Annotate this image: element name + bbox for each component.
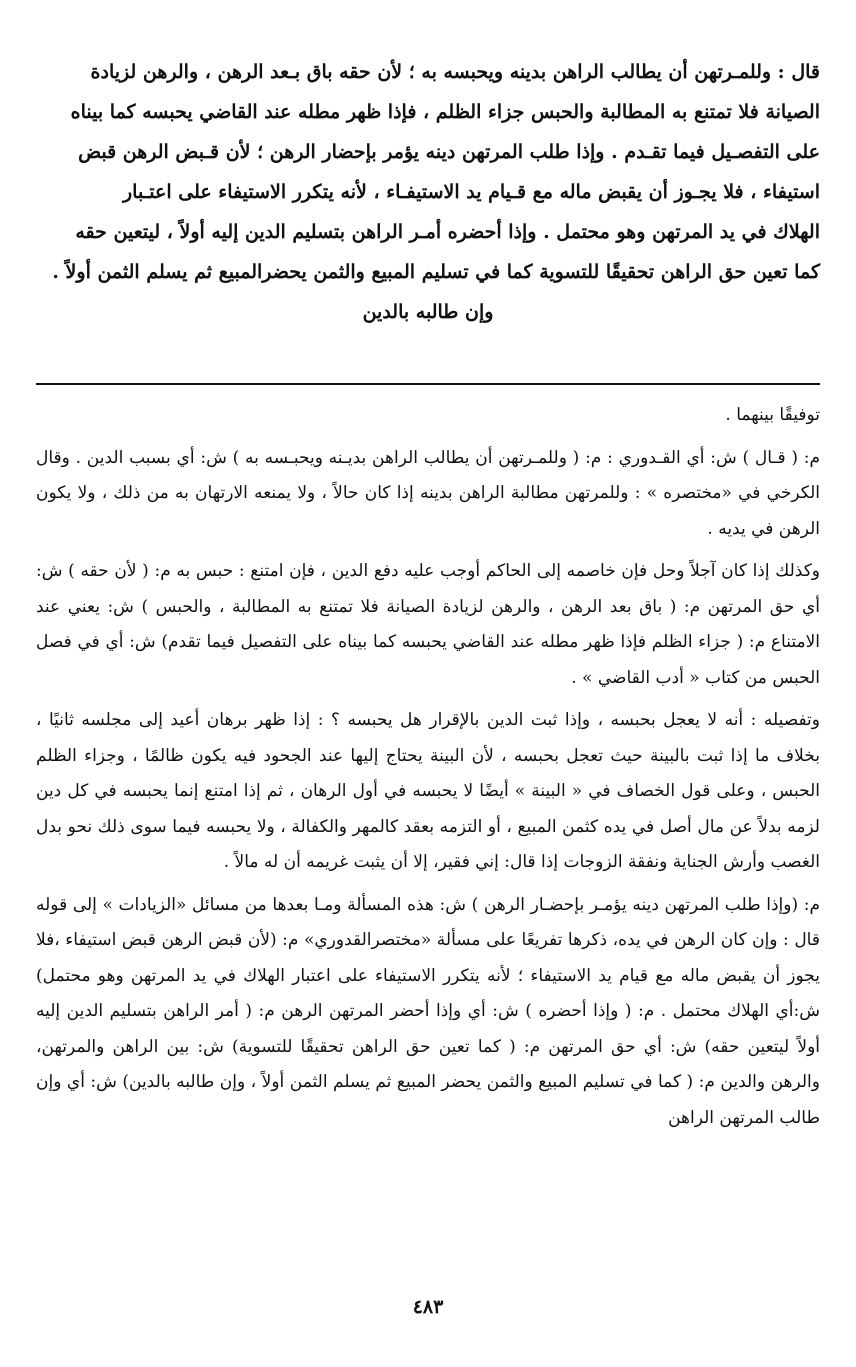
matn-block xyxy=(36,52,820,332)
matn-line: قال : وللمـرتهن أن يطالب الراهن بدينه ويحبسه به ؛ لأن حقه باق بـعد الرهن ، والرهن لزيادة xyxy=(90,61,820,83)
matn-line: الصيانة فلا تمتنع به المطالبة والحبس جزاء الظلم ، فإذا ظهر مطله عند القاضي يحبسه كما بيناه xyxy=(70,101,820,123)
matn-line: كما تعين حق الراهن تحقيقًا للتسوية كما في تسليم المبيع والثمن يحضرالمبيع ثم يسلم الثمن أولاً . xyxy=(52,261,820,283)
commentary-paragraph: م: (وإذا طلب المرتهن دينه يؤمـر بإحضـار الرهن ) ش: هذه المسألة ومـا بعدها من مسائل «الزيادات » إلى قوله قال : وإن كان الرهن في يده، ذكرها تفريعًا على مسألة «مختصرالقدوري» م: (لأن قبض الرهن قبض استيفاء ،فلا يجوز أن يقبض ماله مع قيام يد الاستيفاء ؛ لأنه يتكرر الاستيفاء على اعتبار الهلاك في يد المرتهن وهو محتمل) ش:أي الهلاك محتمل . م: ( وإذا أحضره ) ش: أي وإذا أحضر المرتهن الرهن م: ( أمر الراهن بتسليم الدين إليه أولاً ليتعين حقه) ش: أي حق المرتهن م: ( كما تعين حق الراهن تحقيقًا للتسوية) ش: بين الراهن والمرتهن، والرهن والدين م: ( كما في تسليم المبيع والثمن يحضر المبيع ثم يسلم الثمن أولاً ، وإن طالبه بالدين) ش: أي وإن طالب المرتهن الراهن xyxy=(36,894,820,1128)
commentary-paragraph: م: ( قـال ) ش: أي القـدوري : م: ( وللمـرتهن أن يطالب الراهن بديـنه ويحبـسه به ) ش: أي بسبب الدين . وقال الكرخي في «مختصره » : وللمرتهن مطالبة الراهن بدينه إذا كان حالاً ، ولا يمنعه الارتهان به من ذلك ، ولا يكون الرهن في يديه . xyxy=(36,447,820,539)
matn-line: على التفصـيل فيما تقـدم . وإذا طلب المرتهن دينه يؤمر بإحضار الرهن ؛ لأن قـبض الرهن قبض xyxy=(78,141,820,163)
commentary-block xyxy=(36,398,820,1143)
matn-line: الهلاك في يد المرتهن وهو محتمل . وإذا أحضره أمـر الراهن بتسليم الدين إليه أولاً ، ليتعين حقه xyxy=(75,221,820,243)
commentary-paragraph: توفيقًا بينهما . xyxy=(725,405,820,425)
page-number: ٤٨٣ xyxy=(412,1296,444,1318)
commentary-paragraph: وكذلك إذا كان آجلاً وحل فإن خاصمه إلى الحاكم أوجب عليه دفع الدين ، فإن امتنع : حبس به م: ( لأن حقه ) ش: أي حق المرتهن م: ( باق بعد الرهن ، والرهن لزيادة الصيانة فلا تمتنع به المطالبة ، والحبس ) ش: يعني عند الامتناع م: ( جزاء الظلم فإذا ظهر مطله عند القاضي يحبسه كما بيناه على التفصيل فيما تقدم) ش: أي في فصل الحبس من كتاب « أدب القاضي » . xyxy=(36,561,820,688)
commentary-paragraph: وتفصيله : أنه لا يعجل بحبسه ، وإذا ثبت الدين بالإقرار هل يحبسه ؟ : إذا ظهر برهان أعيد إلى مجلسه ثانيًا ، بخلاف ما إذا ثبت بالبينة حيث تعجل بحبسه ، لأن البينة يحتاج إليها عند الجحود فيه يكون ظالمًا ، وجزاء الظلم الحبس ، وعلى قول الخصاف في « البينة » أيضًا لا يحبسه في أول الرهان ، ثم إذا امتنع إنما يحبسه في كل دين لزمه بدلاً عن مال أصل في يده كثمن المبيع ، أو التزمه بعقد كالمهر والكفالة ، ولا يحبسه فيما سوى ذلك نحو بدل الغصب وأرش الجناية ونفقة الزوجات إذا قال: إني فقير، إلا أن يثبت غريمه أن له مالاً . xyxy=(36,710,820,872)
matn-line: استيفاء ، فلا يجـوز أن يقبض ماله مع قـيام يد الاستيفـاء ، لأنه يتكرر الاستيفاء على اعتـبار xyxy=(123,181,820,203)
matn-text xyxy=(36,52,820,332)
section-divider xyxy=(36,383,820,385)
matn-last-line: وإن طالبه بالدين xyxy=(362,301,494,323)
